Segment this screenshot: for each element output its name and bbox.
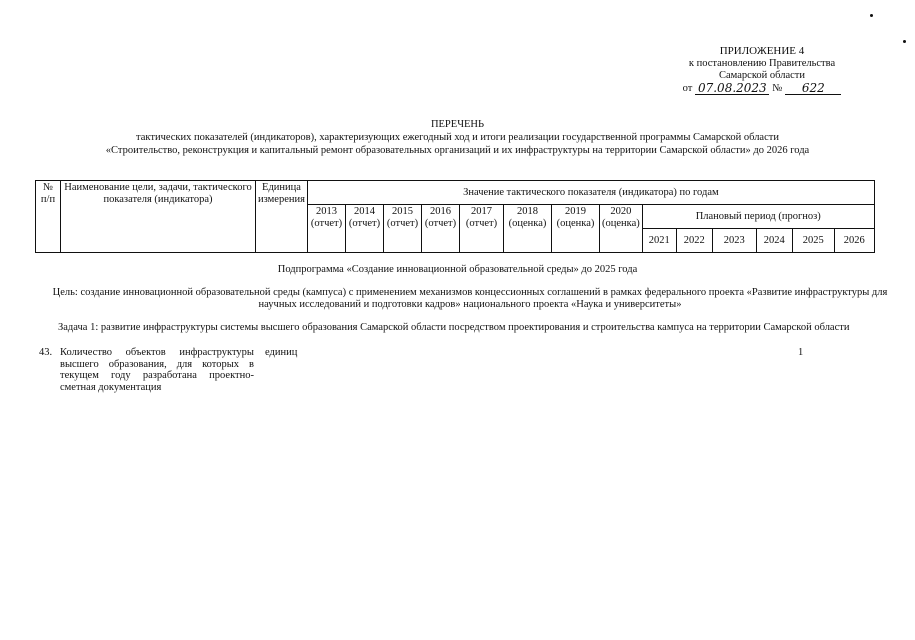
goal-text: Цель: создание инновационной образовательной среды (кампуса) с применением механизмов концессионных соглашений в рамках федерального проекта «Развитие инфраструктуры для научных исследований и подготовки кадров» национального проекта «Наука и университеты» xyxy=(52,287,888,310)
row-value-2023: 1 xyxy=(798,347,804,358)
row-number: 43. xyxy=(39,347,53,358)
year-header: 2017 (отчет) xyxy=(460,205,504,253)
year-header: 2018 (оценка) xyxy=(504,205,552,253)
scan-speck xyxy=(870,14,873,17)
year-header: 2020 (оценка) xyxy=(600,205,643,253)
planned-year: 2026 xyxy=(834,229,874,253)
planned-year: 2024 xyxy=(756,229,792,253)
heading-line-2: «Строительство, реконструкция и капитальный ремонт образовательных организаций и их инфраструктуры на территории Самарской области» до 2026 года xyxy=(105,145,810,156)
year-header: 2014 (отчет) xyxy=(346,205,384,253)
year-header: 2013 (отчет) xyxy=(308,205,346,253)
planned-year: 2025 xyxy=(792,229,834,253)
planned-year: 2022 xyxy=(676,229,712,253)
task-text: Задача 1: развитие инфраструктуры системы высшего образования Самарской области посредством проектирования и строительства кампуса на территории Самарской области xyxy=(58,322,850,333)
scan-speck xyxy=(903,40,906,43)
appendix-date-line xyxy=(667,83,857,96)
heading-line-1: тактических показателей (индикаторов), характеризующих ежегодный ход и итоги реализации государственной программы Самарской области xyxy=(136,132,779,143)
col-header-name: Наименование цели, задачи, тактического показателя (индикатора) xyxy=(61,181,256,253)
handwritten-number: 622 xyxy=(785,83,841,95)
planned-period-header: Плановый период (прогноз) xyxy=(642,205,874,229)
col-header-unit: Единица измерения xyxy=(256,181,308,253)
indicator-table-header xyxy=(35,180,875,253)
appendix-title: ПРИЛОЖЕНИЕ 4 xyxy=(719,45,805,57)
row-unit: единиц xyxy=(265,347,298,358)
date-prefix: от xyxy=(682,82,693,94)
number-sign: № xyxy=(772,82,783,94)
planned-year: 2023 xyxy=(712,229,756,253)
heading-title: ПЕРЕЧЕНЬ xyxy=(430,119,485,130)
planned-year: 2021 xyxy=(642,229,676,253)
appendix-line-2: Самарской области xyxy=(719,70,805,81)
row-indicator-name: Количество объектов инфраструктуры высшего образования, для которых в текущем году разработана проектно-сметная документация xyxy=(60,347,254,393)
appendix-block xyxy=(667,45,857,95)
year-header: 2019 (оценка) xyxy=(552,205,600,253)
appendix-line-1: к постановлению Правительства xyxy=(688,57,836,69)
col-header-values: Значение тактического показателя (индикатора) по годам xyxy=(308,181,875,205)
handwritten-date: 07.08.2023 xyxy=(695,83,769,95)
col-header-number: № п/п xyxy=(36,181,61,253)
year-header: 2015 (отчет) xyxy=(384,205,422,253)
year-header: 2016 (отчет) xyxy=(422,205,460,253)
document-heading xyxy=(0,118,915,157)
subprogram-title: Подпрограмма «Создание инновационной образовательной среды» до 2025 года xyxy=(277,264,638,275)
